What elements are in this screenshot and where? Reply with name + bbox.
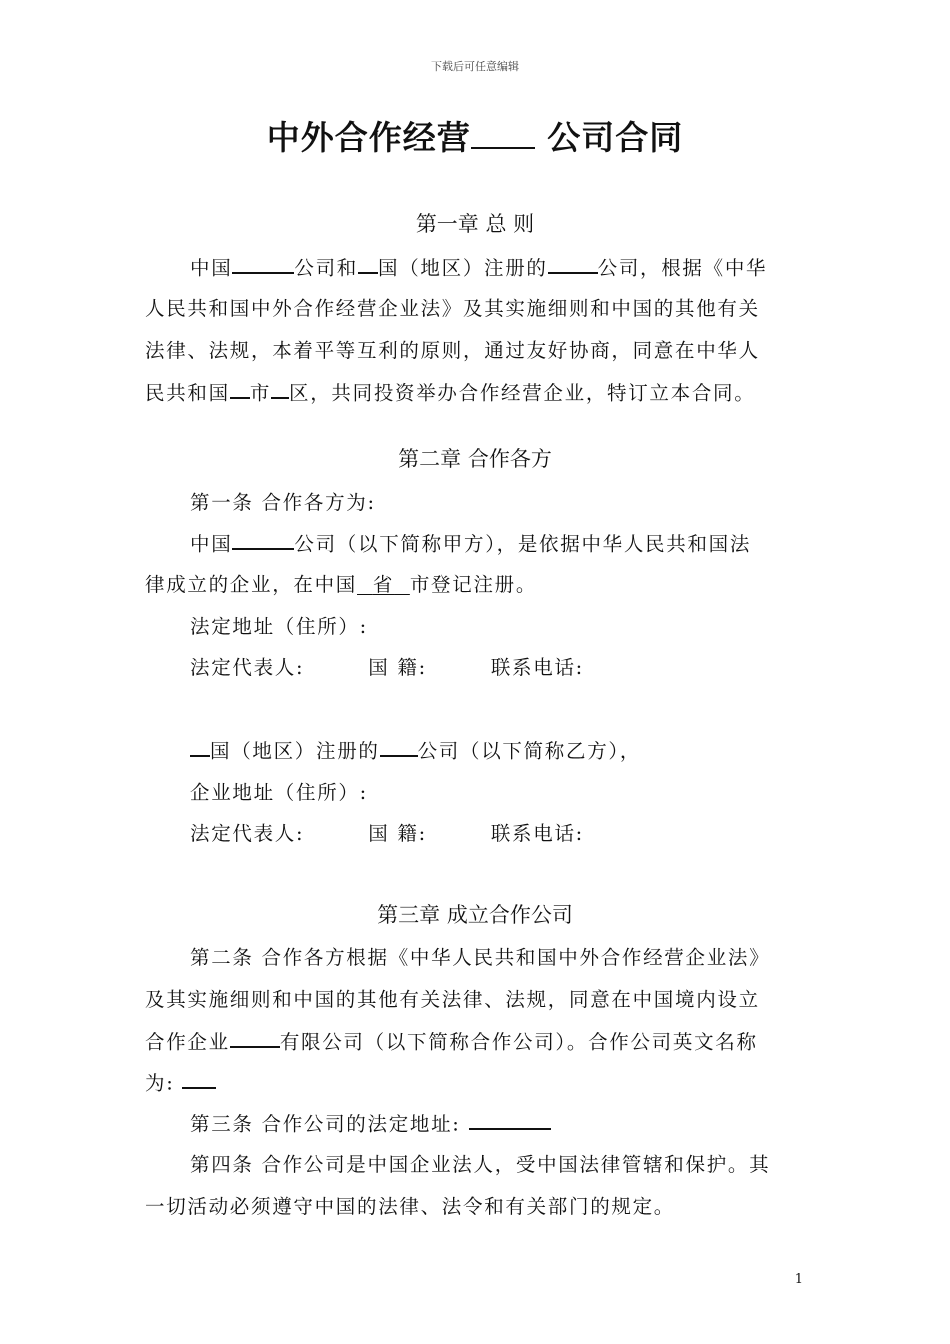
party-a-address: 法定地址（住所）:: [190, 615, 368, 638]
party-a-representative: [190, 652, 584, 680]
text: 国（地区）注册的: [378, 256, 548, 280]
party-b-line-1: [190, 735, 641, 763]
province-field: [357, 573, 410, 596]
text: 合作企业: [145, 1030, 230, 1054]
text: 法定代表人:: [190, 656, 305, 679]
article-2-line-1: 第二条 合作各方根据《中华人民共和国中外合作经营企业法》: [190, 946, 771, 969]
title-blank: [471, 112, 535, 149]
blank: [548, 252, 598, 274]
article-2-line-3: [145, 1026, 758, 1054]
title-part-1: 中外合作经营: [266, 118, 471, 157]
blank: [358, 252, 378, 274]
text: 民共和国: [145, 381, 230, 405]
text: 公司，根据《中华: [597, 256, 768, 280]
text: 市: [249, 381, 272, 405]
text: 市登记注册。: [409, 573, 538, 596]
blank: [380, 735, 418, 757]
chapter-1-heading: 第一章 总 则: [415, 212, 535, 236]
blank: [232, 528, 294, 550]
blank: [190, 735, 210, 757]
blank: [271, 377, 289, 399]
address-blank: [469, 1108, 551, 1130]
text: 公司（以下简称甲方），是依据中华人民共和国法: [294, 532, 752, 556]
party-a-line-1: [190, 528, 751, 556]
text: 有限公司（以下简称合作公司）。合作公司英文名称: [279, 1030, 758, 1054]
text: 法定代表人:: [190, 822, 305, 845]
text: 公司（以下简称乙方），: [417, 739, 642, 763]
text: 为:: [145, 1071, 175, 1095]
party-a-line-2: [145, 569, 537, 597]
text: 律成立的企业，在中国: [145, 573, 358, 596]
ch1-line-1: [190, 252, 767, 280]
text: 区，共同投资举办合作经营企业，特订立本合同。: [289, 381, 756, 405]
article-4-line-1: 第四条 合作公司是中国企业法人，受中国法律管辖和保护。其: [190, 1153, 771, 1176]
ch1-line-3: 法律、法规，本着平等互利的原则，通过友好协商，同意在中华人: [145, 339, 760, 362]
party-b-representative: [190, 818, 584, 846]
text: 联系电话:: [490, 656, 584, 679]
province-text: 省: [372, 573, 395, 596]
text: 联系电话:: [490, 822, 584, 845]
ch1-line-2: 人民共和国中外合作经营企业法》及其实施细则和中国的其他有关: [145, 297, 760, 320]
text: 国（地区）注册的: [210, 739, 380, 763]
text: 公司和: [294, 256, 359, 280]
article-4-line-2: 一切活动必须遵守中国的法律、法令和有关部门的规定。: [145, 1195, 676, 1218]
document-title: [0, 112, 950, 159]
blank: [230, 377, 250, 399]
blank: [232, 252, 294, 274]
article-3: [190, 1108, 551, 1136]
english-name-blank: [182, 1067, 216, 1089]
title-part-2: 公司合同: [534, 118, 684, 157]
text: 中国: [190, 256, 233, 280]
text: 国 籍:: [368, 656, 427, 679]
header-note: 下载后可任意编辑: [431, 60, 519, 73]
text: 第三条 合作公司的法定地址:: [190, 1112, 461, 1136]
chapter-3-heading: 第三章 成立合作公司: [377, 903, 573, 927]
article-2-line-2: 及其实施细则和中国的其他有关法律、法规，同意在中国境内设立: [145, 988, 760, 1011]
page-number: 1: [794, 1272, 803, 1287]
party-b-address: 企业地址（住所）:: [190, 781, 368, 804]
ch1-line-4: [145, 377, 755, 405]
blank: [230, 1026, 280, 1048]
text: 中国: [190, 532, 233, 556]
article-1: 第一条 合作各方为:: [190, 491, 376, 514]
chapter-2-heading: 第二章 合作各方: [398, 447, 552, 471]
text: 国 籍:: [368, 822, 427, 845]
article-2-line-4: [145, 1067, 216, 1095]
